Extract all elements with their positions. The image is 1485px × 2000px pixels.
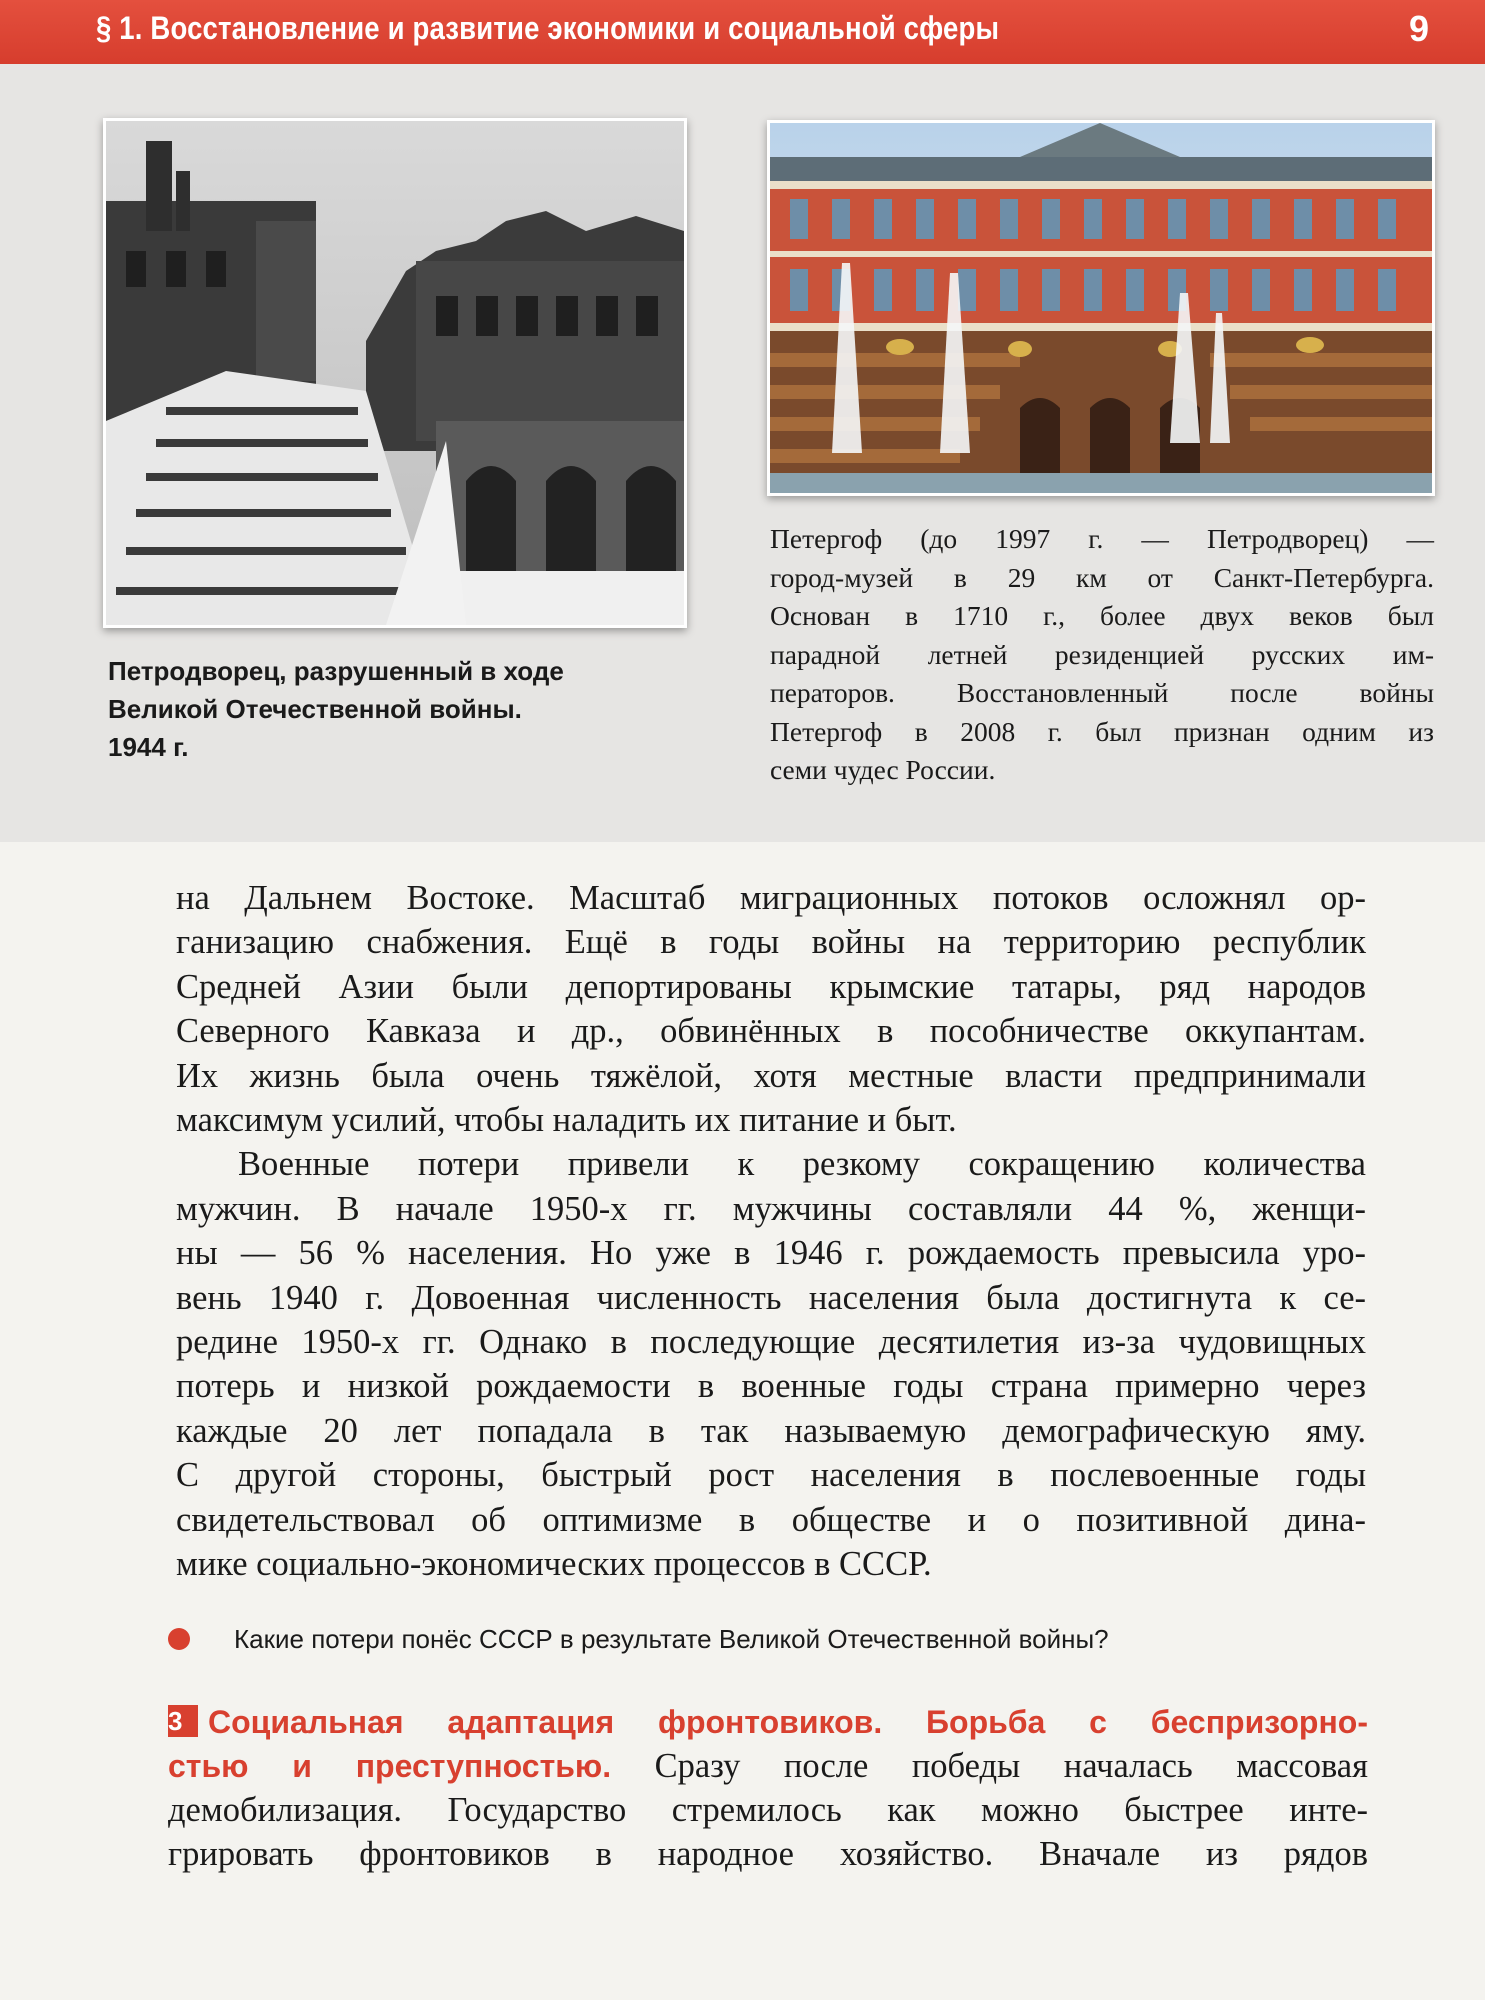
photo-restored-palace-fountains-icon <box>770 123 1432 493</box>
text-line: ганизацию снабжения. Ещё в годы войны на территорию республик <box>176 923 1366 962</box>
body-text <box>176 876 1366 1587</box>
text-line: мужчин. В начале 1950-х гг. мужчины составляли 44 %, женщи- <box>176 1189 1366 1228</box>
text-line <box>168 1744 1368 1788</box>
text-line: вень 1940 г. Довоенная численность населения была достигнута к се- <box>176 1278 1366 1317</box>
caption-line: Петергоф (до 1997 г. — Петродворец) — <box>770 523 1434 554</box>
page-number: 9 <box>1408 8 1429 49</box>
photo-ruined-palace <box>103 118 687 628</box>
caption-line: ператоров. Восстановленный после войны <box>770 677 1434 708</box>
text-line: Средней Азии были депортированы крымские татары, ряд народов <box>176 967 1366 1006</box>
section-heading-line <box>168 1700 1368 1744</box>
text-line: каждые 20 лет попадала в так называемую демографическую яму. <box>176 1411 1366 1450</box>
text-line: на Дальнем Востоке. Масштаб миграционных потоков осложнял ор- <box>176 879 1366 917</box>
text-line: максимум усилий, чтобы наладить их питание и быт. <box>176 1101 957 1140</box>
text-line: грировать фронтовиков в народное хозяйство. Вначале из рядов <box>168 1835 1368 1873</box>
text-line: ны — 56 % населения. Но уже в 1946 г. рождаемость превысила уро- <box>176 1234 1366 1273</box>
text-line: С другой стороны, быстрый рост населения в послевоенные годы <box>176 1456 1366 1495</box>
text-line: Военные потери привели к резкому сокращению количества <box>238 1145 1366 1184</box>
caption-line: Основан в 1710 г., более двух веков был <box>770 600 1434 631</box>
question-bullet-icon <box>168 1628 190 1650</box>
question-text: Какие потери понёс СССР в результате Великой Отечественной войны? <box>234 1624 1109 1654</box>
section-3 <box>168 1700 1368 1876</box>
caption-line: семи чудес России. <box>770 754 996 785</box>
section-heading: Социальная адаптация фронтовиков. Борьба с беспризорно- <box>208 1704 1368 1740</box>
text-line: редине 1950-х гг. Однако в последующие десятилетия из-за чудовищных <box>176 1323 1366 1362</box>
text-line: мике социально-экономических процессов в СССР. <box>176 1545 932 1584</box>
text-line: Северного Кавказа и др., обвинённых в пособничестве оккупантам. <box>176 1012 1366 1051</box>
caption-line: парадной летней резиденцией русских им- <box>770 638 1434 670</box>
text-segment: Сразу после победы началась массовая <box>611 1747 1368 1785</box>
text-line: потерь и низкой рождаемости в военные годы страна примерно через <box>176 1367 1366 1406</box>
figure-caption-left <box>108 652 668 766</box>
chapter-title: § 1. Восстановление и развитие экономики и социальной сферы <box>96 10 1000 46</box>
caption-line: Петергоф в 2008 г. был признан одним из <box>770 715 1434 747</box>
caption-line: Великой Отечественной войны. <box>108 694 522 724</box>
caption-line: город-музей в 29 км от Санкт-Петербурга. <box>770 561 1434 593</box>
section-heading-cont: стью и преступностью. <box>168 1748 612 1784</box>
figure-caption-right <box>770 520 1434 790</box>
photo-ruined-palace-icon <box>106 121 684 625</box>
section-number-badge: 3 <box>168 1705 198 1737</box>
text-line: свидетельствовал об оптимизме в обществе и о позитивной дина- <box>176 1500 1366 1539</box>
photo-restored-palace <box>767 120 1435 496</box>
page-header <box>0 0 1485 64</box>
caption-line: Петродворец, разрушенный в ходе <box>108 656 564 686</box>
text-line: демобилизация. Государство стремилось как можно быстрее инте- <box>168 1791 1368 1829</box>
text-line: Их жизнь была очень тяжёлой, хотя местные власти предпринимали <box>176 1056 1366 1095</box>
caption-line: 1944 г. <box>108 732 189 762</box>
